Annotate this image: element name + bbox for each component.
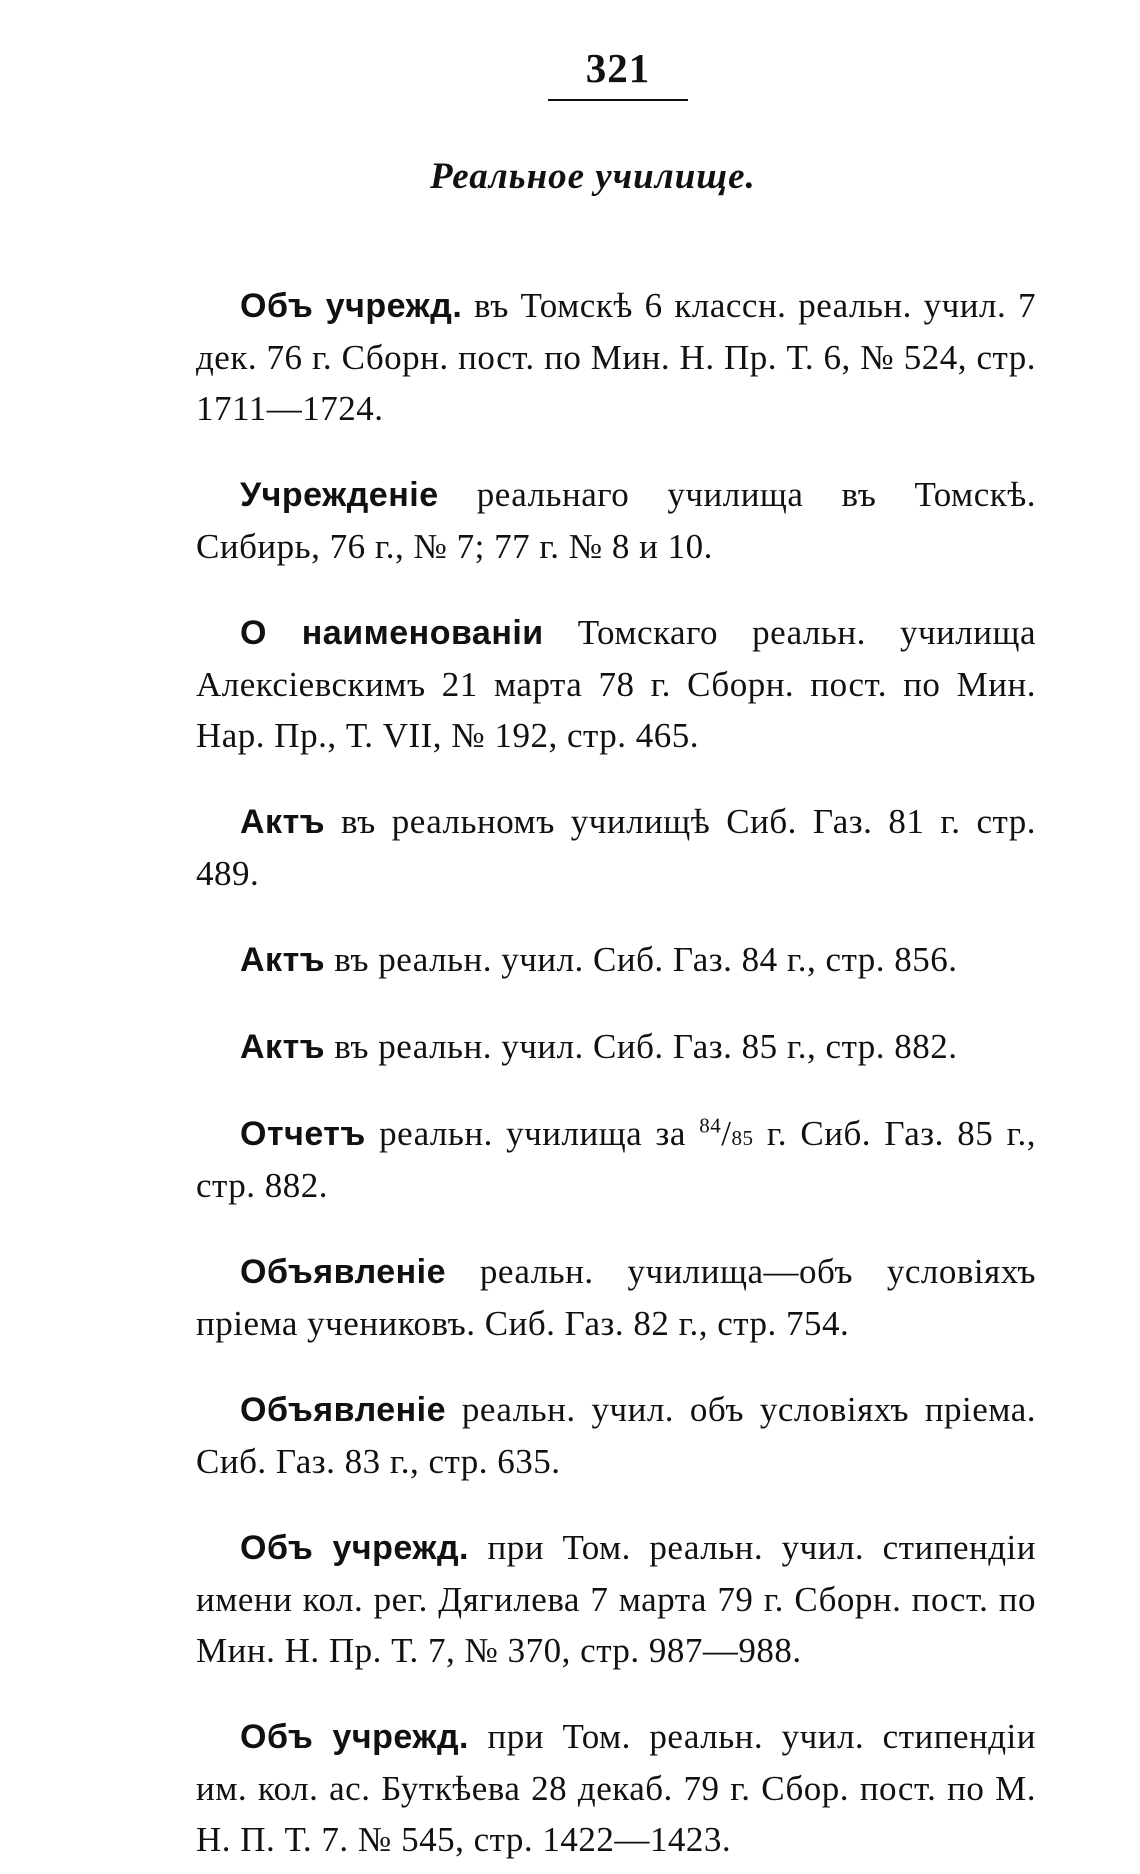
bibliography-entry [196, 280, 1036, 434]
bibliography-entry [196, 796, 1036, 899]
bibliography-entry [196, 607, 1036, 761]
bibliography-entry [196, 469, 1036, 572]
bibliography-entry [196, 1522, 1036, 1676]
entry-lead: Отчетъ [240, 1115, 366, 1153]
entry-text: въ Томскѣ 6 классн. реальн. учил. 7 дек. 76 г. Сборн. пост. по Мин. Н. Пр. Т. 6, № 524, стр. 1711—1724. [196, 286, 1036, 428]
fraction-numerator: 84 [699, 1113, 722, 1138]
bibliography-entry [196, 1711, 1036, 1865]
entry-text: при Том. реальн. учил. стипендіи им. кол. ас. Буткѣева 28 декаб. 79 г. Сбор. пост. по М. Н. П. Т. 7. № 545, стр. 1422—1423. [196, 1717, 1036, 1859]
entry-lead: Объявленіе [240, 1253, 447, 1291]
bibliography-entry [196, 1021, 1036, 1073]
bibliography-list [196, 245, 1036, 1874]
entry-text: реальнаго училища въ Томскѣ. Сибирь, 76 г., № 7; 77 г. № 8 и 10. [196, 475, 1036, 566]
entry-text: Томскаго реальн. училища Алексіевскимъ 21 марта 78 г. Сборн. пост. по Мин. Нар. Пр., Т. VII, № 192, стр. 465. [196, 613, 1036, 755]
bibliography-entry [196, 1246, 1036, 1349]
bibliography-entry [196, 934, 1036, 986]
entry-lead: Актъ [240, 941, 326, 979]
entry-text: реальн. училища—объ условіяхъ пріема учениковъ. Сиб. Газ. 82 г., стр. 754. [196, 1252, 1036, 1343]
entry-lead: Актъ [240, 803, 326, 841]
entry-text: въ реальномъ училищѣ Сиб. Газ. 81 г. стр. 489. [196, 802, 1036, 893]
entry-text: г. Сиб. Газ. 85 г., стр. 882. [196, 1114, 1037, 1205]
entry-lead: Объявленіе [240, 1391, 447, 1429]
entry-lead: Объ учрежд. [240, 1529, 469, 1567]
entry-text: реальн. учил. объ условіяхъ пріема. Сиб. Газ. 83 г., стр. 635. [196, 1390, 1036, 1481]
entry-text: въ реальн. учил. Сиб. Газ. 85 г., стр. 882. [325, 1027, 958, 1066]
entry-lead: О наименованіи [240, 614, 544, 652]
page-number-rule [548, 99, 688, 101]
section-title: Реальное училище. [430, 156, 756, 197]
entry-lead: Актъ [240, 1028, 326, 1066]
entry-text: въ реальн. учил. Сиб. Газ. 84 г., стр. 856. [325, 940, 958, 979]
fraction-denominator: 85 [731, 1126, 754, 1150]
entry-lead: Учрежденіе [240, 476, 439, 514]
entry-text: при Том. реальн. учил. стипендіи имени кол. рег. Дягилева 7 марта 79 г. Сборн. пост. по Мин. Н. Пр. Т. 7, № 370, стр. 987—988. [196, 1528, 1036, 1670]
bibliography-entry [196, 1384, 1036, 1487]
entry-text: реальн. училища за [365, 1114, 700, 1153]
entry-lead: Объ учрежд. [240, 287, 463, 325]
entry-lead: Объ учрежд. [240, 1718, 469, 1756]
bibliography-entry: Отчетъ реальн. училища за $^{84}$/85 г. Сиб. Газ. 85 г., стр. 882. [196, 1113, 1037, 1205]
page-number: 321 [585, 45, 651, 91]
